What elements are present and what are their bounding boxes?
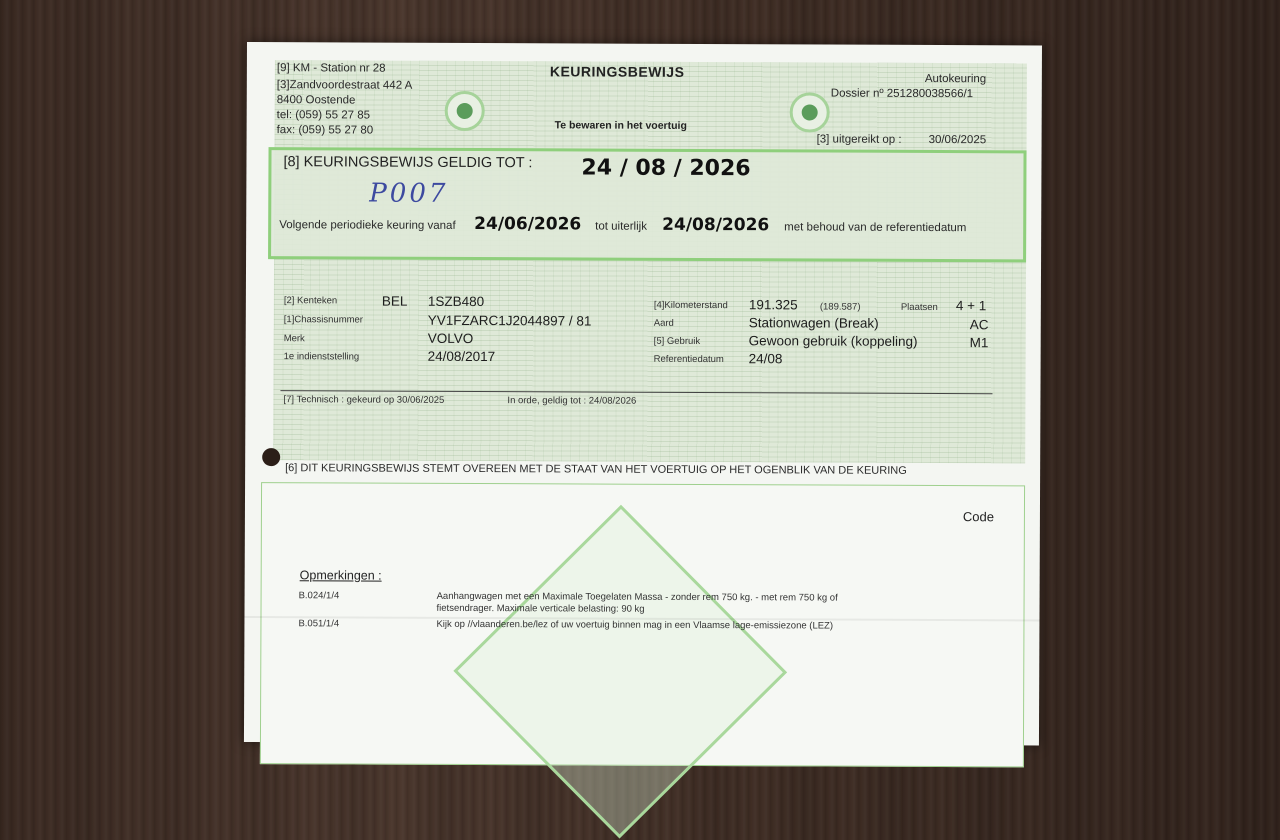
km-label: [4]Kilometerstand bbox=[653, 299, 728, 312]
kind-value: Stationwagen (Break) bbox=[748, 315, 879, 331]
dossier-number: Dossier nº 251280038566/1 bbox=[830, 87, 974, 101]
validity-box bbox=[268, 147, 1026, 262]
chassis-label: [1]Chassisnummer bbox=[283, 314, 364, 326]
plate-label: [2] Kenteken bbox=[283, 295, 338, 307]
validity-label: [8] KEURINGSBEWIJS GELDIG TOT : bbox=[283, 154, 533, 172]
next-inspection-text-1: Volgende periodieke keuring vanaf bbox=[279, 219, 456, 232]
use-label: [5] Gebruik bbox=[653, 335, 701, 347]
plate-number: 1SZB480 bbox=[427, 293, 485, 310]
km-value: 191.325 bbox=[748, 297, 798, 313]
first-registration-date: 24/08/2017 bbox=[427, 348, 496, 365]
goca-eye-logo-right bbox=[790, 92, 830, 132]
issued-date: 30/06/2025 bbox=[928, 133, 987, 147]
kind-code: AC bbox=[969, 317, 989, 333]
handwritten-note: P007 bbox=[369, 178, 449, 209]
next-inspection-text-3: met behoud van de referentiedatum bbox=[784, 221, 967, 235]
statement-line: [6] DIT KEURINGSBEWIJS STEMT OVEREEN MET DE STAAT VAN HET VOERTUIG OP HET OGENBLIK VAN DE KEURING bbox=[285, 462, 907, 477]
technical-valid-until: In orde, geldig tot : 24/08/2026 bbox=[507, 395, 637, 407]
keep-in-vehicle-note: Te bewaren in het voertuig bbox=[554, 119, 687, 132]
technical-inspected: [7] Technisch : gekeurd op 30/06/2025 bbox=[283, 394, 445, 406]
next-inspection-until: 24/08/2026 bbox=[662, 214, 770, 236]
station-city: 8400 Oostende bbox=[276, 94, 356, 107]
next-inspection-text-2: tot uiterlijk bbox=[595, 220, 648, 233]
remark-code-1: B.024/1/4 bbox=[298, 590, 340, 602]
issued-label: [3] uitgereikt op : bbox=[816, 133, 902, 146]
code-label: Code bbox=[962, 509, 995, 525]
remark-text-1a: Aanhangwagen met een Maximale Toegelaten Massa - zonder rem 750 kg. - met rem 750 kg of bbox=[436, 590, 838, 604]
document-title: KEURINGSBEWIJS bbox=[549, 63, 685, 80]
station-phone: tel: (059) 55 27 85 bbox=[276, 109, 371, 122]
remark-text-2a: Kijk op //vlaanderen.be/lez of uw voertuig binnen mag in een Vlaamse lage-emissiezone (LEZ) bbox=[436, 618, 834, 632]
station-line: [9] KM - Station nr 28 bbox=[276, 62, 386, 75]
first-registration-label: 1e indienststelling bbox=[283, 351, 360, 363]
km-previous: (189.587) bbox=[819, 301, 861, 313]
remark-text-1b: fietsendrager. Maximale verticale belasting: 90 kg bbox=[436, 602, 645, 615]
next-inspection-from: 24/06/2026 bbox=[474, 213, 582, 235]
plate-country: BEL bbox=[381, 293, 408, 309]
punch-hole bbox=[262, 448, 280, 466]
make-label: Merk bbox=[283, 333, 305, 345]
remark-code-2: B.051/1/4 bbox=[298, 618, 340, 630]
seats-label: Plaatsen bbox=[900, 301, 938, 314]
chassis-number: YV1FZARC1J2044897 / 81 bbox=[427, 312, 592, 329]
reference-date-label: Referentiedatum bbox=[653, 353, 724, 366]
kind-label: Aard bbox=[653, 317, 674, 329]
seats-value: 4 + 1 bbox=[955, 298, 987, 314]
station-address: [3]Zandvoordestraat 442 A bbox=[276, 79, 413, 92]
use-code: M1 bbox=[969, 335, 989, 351]
goca-eye-logo-left bbox=[445, 91, 485, 131]
make-value: VOLVO bbox=[427, 330, 474, 346]
station-fax: fax: (059) 55 27 80 bbox=[276, 124, 374, 137]
valid-until-date: 24 / 08 / 2026 bbox=[581, 155, 751, 182]
inspection-type: Autokeuring bbox=[924, 72, 987, 86]
reference-date-value: 24/08 bbox=[748, 351, 783, 367]
inspection-certificate bbox=[244, 42, 1042, 745]
use-value: Gewoon gebruik (koppeling) bbox=[748, 333, 918, 349]
remarks-title: Opmerkingen : bbox=[299, 568, 382, 583]
